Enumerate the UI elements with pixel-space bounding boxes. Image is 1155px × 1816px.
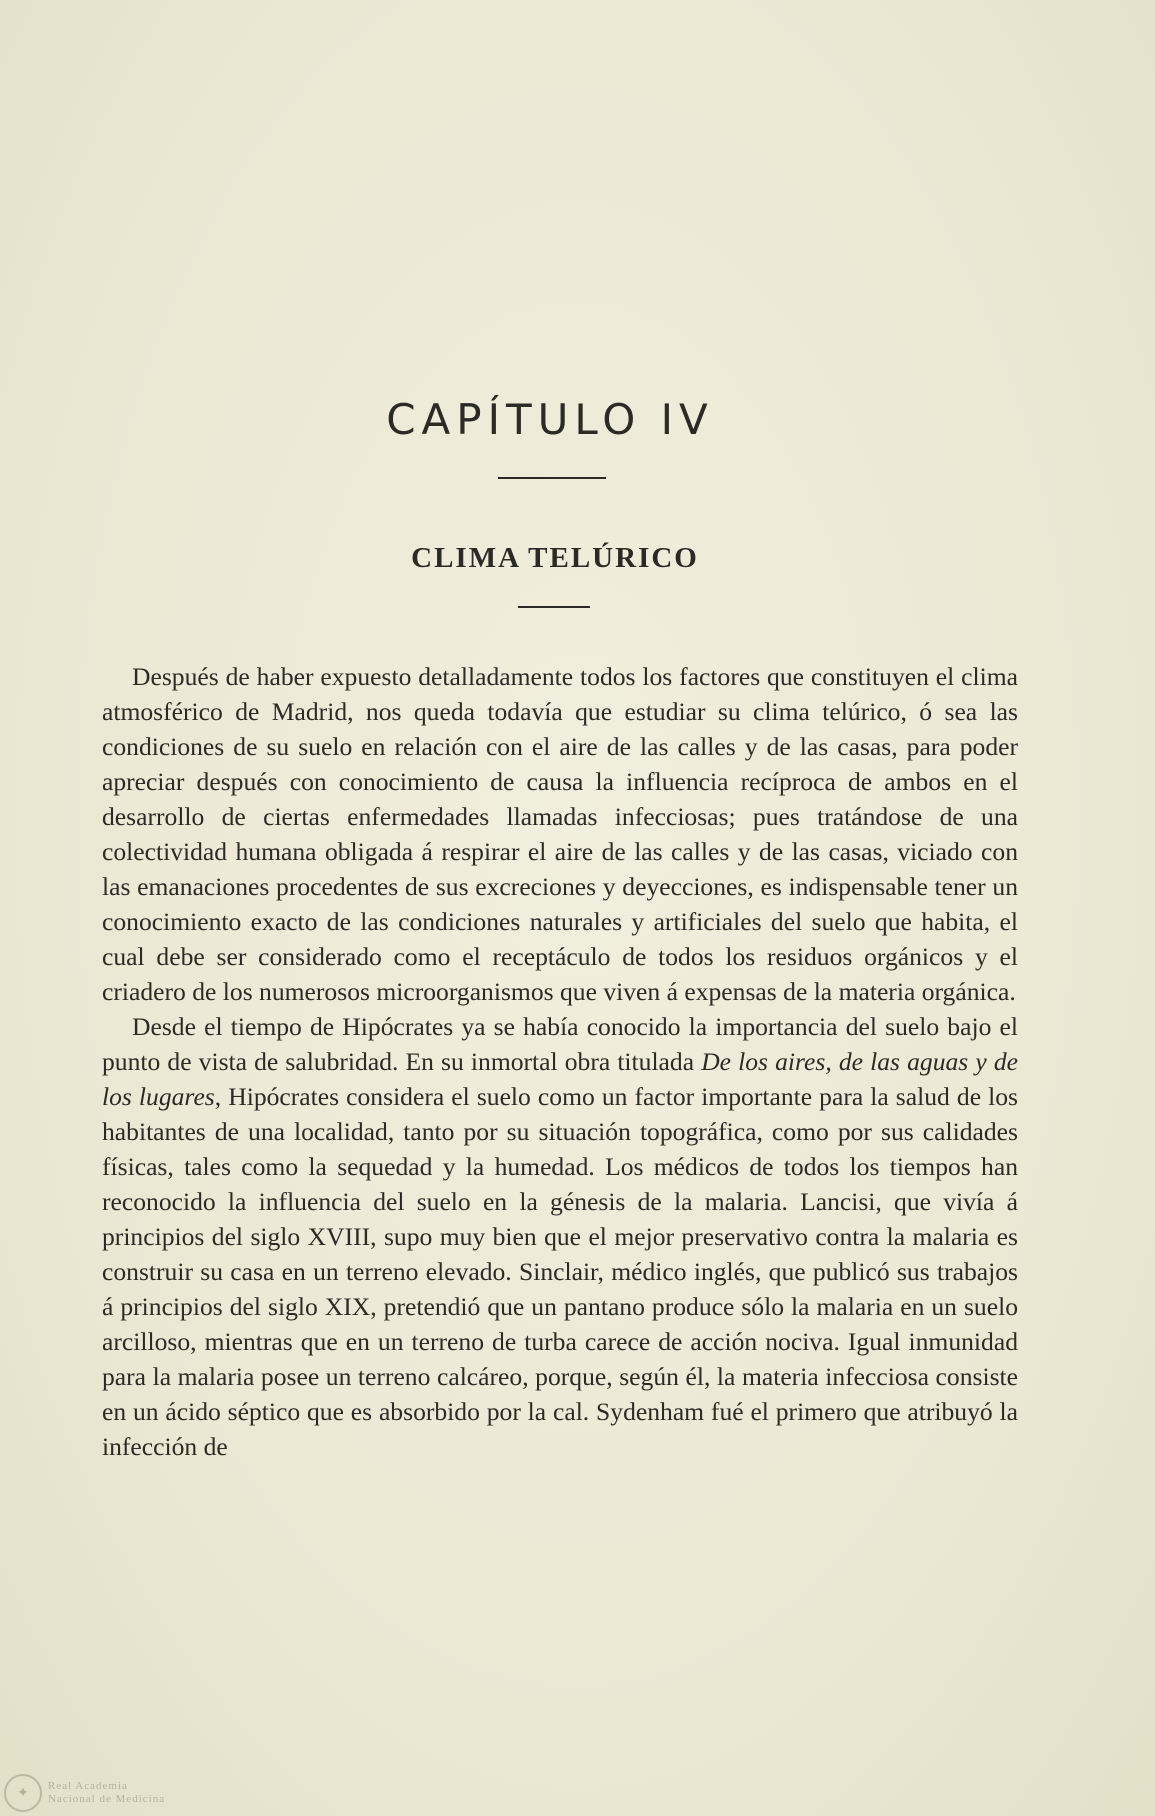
watermark-line-1: Real Academia <box>48 1780 128 1792</box>
paragraph-1: Después de haber expuesto detalladamente todos los factores que constituyen el clima atmosférico de Madrid, nos queda todavía que estudiar su clima telúrico, ó sea las condiciones de su suelo en relación con el aire de las calles y de las casas, para poder apreciar después con conocimiento de causa la influencia recíproca de ambos en el desarrollo de ciertas enfermedades llamadas infecciosas; pues tratándose de una colectividad humana obligada á respirar el aire de las calles y de las casas, viciado con las emanaciones procedentes de sus excreciones y deyecciones, es indispensable tener un conocimiento exacto de las condiciones naturales y artificiales del suelo que habita, el cual debe ser considerado como el receptáculo de todos los residuos orgánicos y el criadero de los numerosos microorganismos que viven á expensas de la materia orgánica. <box>102 662 1018 1006</box>
body-text <box>102 659 1018 1464</box>
title-divider <box>498 477 606 479</box>
section-divider <box>518 606 590 608</box>
paragraph-2-end: , Hipócrates considera el suelo como un factor importante para la salud de los habitantes de una localidad, tanto por su situación topográfica, como por sus calidades físicas, tales como la sequedad y la humedad. Los médicos de todos los tiempos han reconocido la influencia del suelo en la génesis de la malaria. Lancisi, que vivía á principios del siglo XVIII, supo muy bien que el mejor preservativo contra la malaria es construir su casa en un terreno elevado. Sinclair, médico inglés, que publicó sus trabajos á principios del siglo XIX, pretendió que un pantano produce sólo la malaria en un suelo arcilloso, mientras que en un terreno de turba carece de acción nociva. Igual inmunidad para la malaria posee un terreno calcáreo, porque, según él, la materia infecciosa consiste en un ácido séptico que es absorbido por la cal. Sydenham fué el primero que atribuyó la infección de <box>102 1082 1018 1461</box>
chapter-title: CAPÍTULO IV <box>386 395 714 444</box>
seal-icon: ✦ <box>4 1774 42 1812</box>
paragraph-2-start: Desde el tiempo de Hipócrates ya se había conocido la importancia del suelo bajo el punto de vista de salubridad. En su inmortal obra titulada <box>102 1012 1018 1076</box>
paragraph-2 <box>102 1009 1018 1464</box>
book-title-italic: De los aires, de las aguas y de los lugares <box>102 1047 1018 1111</box>
watermark-text <box>48 1780 165 1806</box>
section-title: CLIMA TELÚRICO <box>411 542 699 574</box>
library-watermark <box>4 1774 165 1812</box>
watermark-line-2: Nacional de Medicina <box>48 1793 166 1805</box>
